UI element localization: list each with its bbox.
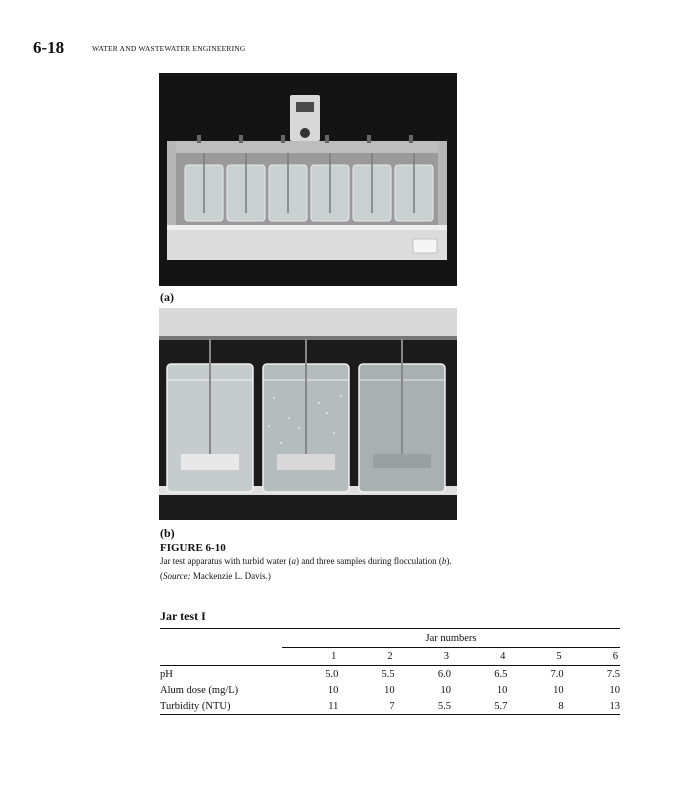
- table-cell: 6.5: [494, 668, 508, 680]
- running-head: WATER AND WASTEWATER ENGINEERING: [92, 44, 246, 53]
- jar-test-table: [160, 628, 620, 715]
- table-cell: 10: [440, 684, 451, 696]
- row-label: Alum dose (mg/L): [160, 684, 239, 696]
- table-cell: 10: [553, 684, 564, 696]
- table-cell: 7.5: [606, 668, 620, 680]
- row-label: Turbidity (NTU): [160, 700, 231, 712]
- table-cell: 7.0: [550, 668, 564, 680]
- jar-number: 3: [443, 651, 449, 662]
- photo-jar-test-apparatus: [159, 73, 457, 286]
- figure-source: (Source: Mackenzie L. Davis.): [160, 571, 271, 581]
- table-cell: 7: [389, 700, 395, 712]
- table-cell: 8: [558, 700, 564, 712]
- jar-numbers-header: Jar numbers: [282, 629, 620, 648]
- table-cell: 10: [384, 684, 395, 696]
- table-row-turbidity: [160, 698, 620, 715]
- table-cell: 5.5: [437, 700, 451, 712]
- panel-b-label: (b): [160, 526, 175, 540]
- page-number: 6-18: [33, 38, 65, 57]
- table-cell: 5.5: [381, 668, 395, 680]
- table-cell: 10: [609, 684, 620, 696]
- table-cell: 11: [328, 700, 339, 712]
- jar-number-row: [160, 648, 620, 666]
- table-cell: 6.0: [437, 668, 451, 680]
- jar-number: 5: [556, 651, 562, 662]
- panel-a-label: (a): [160, 290, 174, 304]
- table-cell: 10: [496, 684, 508, 696]
- table-cell: 13: [609, 700, 620, 712]
- table-row-alum-dose: [160, 682, 620, 698]
- jar-number: 1: [331, 651, 337, 662]
- table-cell: 10: [327, 684, 339, 696]
- jar-number: 4: [500, 651, 506, 662]
- figure-title: FIGURE 6-10: [160, 542, 226, 554]
- table-title: Jar test I: [160, 609, 206, 623]
- jar-number: 2: [387, 651, 393, 662]
- table-cell: 5.7: [494, 700, 508, 712]
- jar-number: 6: [612, 651, 618, 662]
- figure-caption: Jar test apparatus with turbid water (a) and three samples during flocculation (b).: [160, 556, 452, 566]
- row-label: pH: [160, 668, 173, 680]
- table-row-ph: [160, 666, 620, 683]
- table-cell: 5.0: [325, 668, 339, 680]
- photo-flocculation-samples: [159, 308, 457, 520]
